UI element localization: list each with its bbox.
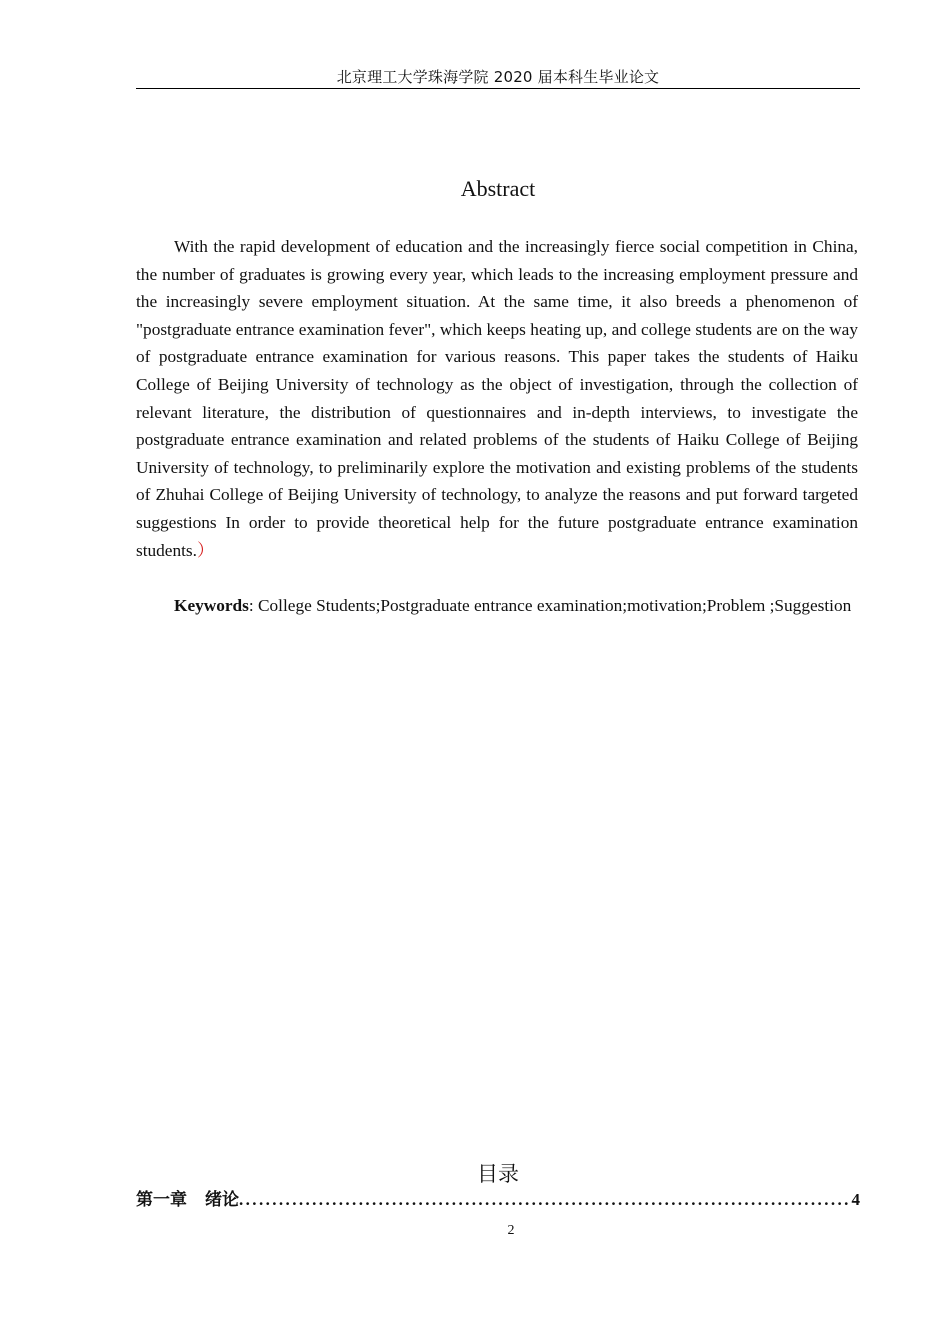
abstract-title: Abstract [460,176,536,201]
running-header [136,66,860,89]
toc-title: 目录 [477,1162,519,1186]
abstract-text: With the rapid development of education and the increasingly fierce social competition in China, the number of graduates is growing every year, which leads to the increasing employment pressure and the increasingly severe employment situation. At the same time, it also breeds a phenomenon of "postgraduate entrance examination fever", which keeps heating up, and college students are on the way of postgraduate entrance examination for various reasons. This paper takes the students of Haiku College of Beijing University of technology as the object of investigation, through the collection of relevant literature, the distribution of questionnaires and in-depth interviews, to investigate the postgraduate entrance examination and related problems of the students of Haiku College of Beijing University of technology, to preliminarily explore the motivation and existing problems of the students of Zhuhai College of Beijing University of technology, to analyze the reasons and put forward targeted suggestions In order to provide theoretical help for the future postgraduate entrance examination students. [136,237,858,560]
keywords-values: College Students;Postgraduate entrance examination;motivation;Problem ;Suggestion [258,596,852,615]
closing-paren-mark: ） [196,540,215,560]
toc-entry[interactable] [136,1187,860,1213]
toc-chapter-number: 第一章 [136,1190,187,1210]
toc-chapter-name: 绪论 [205,1190,239,1210]
toc-page-number: 4 [851,1190,860,1209]
abstract-paragraph [136,233,858,564]
keywords-separator: : [248,596,259,615]
toc-dot-leader [239,1187,850,1213]
keywords-label: Keywords [174,596,249,615]
page-number: 2 [507,1223,515,1238]
keywords-line [174,592,854,620]
running-header-text: 北京理工大学珠海学院 2020 届本科生毕业论文 [336,68,660,86]
